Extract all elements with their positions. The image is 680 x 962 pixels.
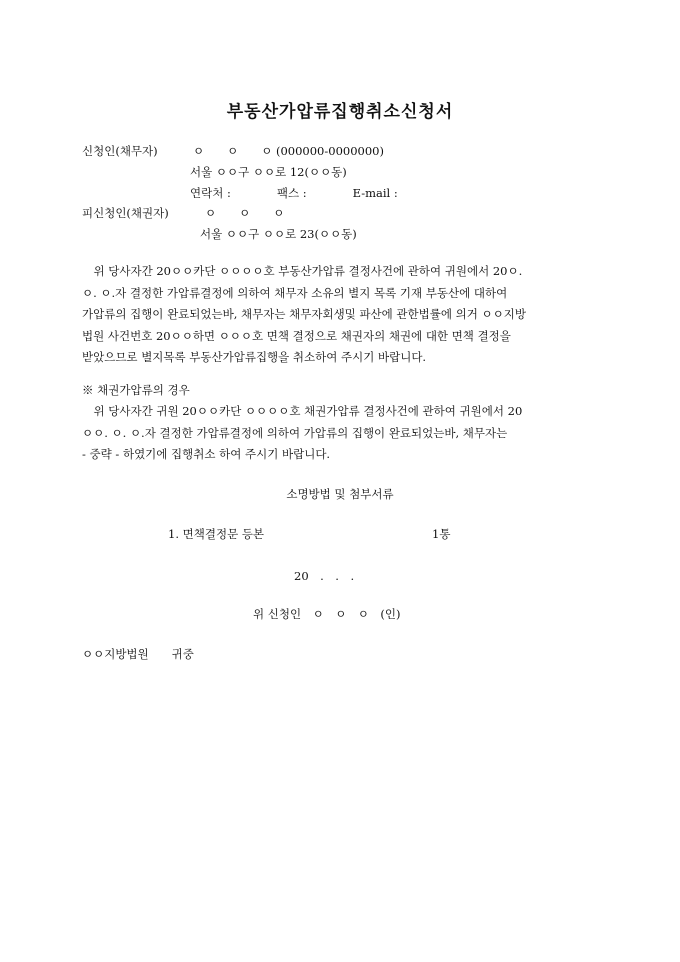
respondent-name: ㅇ ㅇ ㅇ [205,206,285,220]
request-body-line: 법원 사건번호 20ㅇㅇ하면 ㅇㅇㅇ호 면책 결정으로 채권자의 채권에 대한 면책 결정을 [82,328,511,343]
date-line: 20 . . . [294,569,355,583]
request-body-line: 위 당사자간 20ㅇㅇ카단 ㅇㅇㅇㅇ호 부동산가압류 결정사건에 관하여 귀원에서 20ㅇ. [82,264,523,278]
applicant-contact: 연락처 : 팩스 : E-mail : [190,186,398,200]
request-body [82,261,602,369]
court-recipient: ㅇㅇ지방법원 귀중 [82,647,194,661]
request-body-line: ㅇ. ㅇ.자 결정한 가압류결정에 의하여 채무자 소유의 별지 목록 기재 부동산에 대하여 [82,285,508,300]
note-body-line: ㅇㅇ. ㅇ. ㅇ.자 결정한 가압류결정에 의하여 가압류의 집행이 완료되었는바, 채무자는 [82,425,508,440]
request-body-line: 가압류의 집행이 완료되었는바, 채무자는 채무자회생및 파산에 관한법률에 의거 ㅇㅇ지방 [82,307,526,321]
attachment-item-label: 1. 면책결정문 등본 [168,527,265,541]
note-body-line: - 중략 - 하였기에 집행취소 하여 주시기 바랍니다. [82,447,331,461]
request-body-line: 받았으므로 별지목록 부동산가압류집행을 취소하여 주시기 바랍니다. [82,350,427,364]
applicant-name: ㅇ ㅇ ㅇ (000000-0000000) [193,144,384,158]
signature-line: 위 신청인 ㅇ ㅇ ㅇ (인) [253,607,401,621]
applicant-label: 신청인(채무자) [82,144,158,158]
document-title: 부동산가압류집행취소신청서 [226,102,454,122]
respondent-label: 피신청인(채권자) [82,206,169,220]
respondent-address: 서울 ㅇㅇ구 ㅇㅇ로 23(ㅇㅇ동) [200,227,357,241]
note-body [82,401,602,466]
note-heading: ※ 채권가압류의 경우 [82,383,190,397]
attachment-item-count: 1통 [432,527,451,541]
applicant-address: 서울 ㅇㅇ구 ㅇㅇ로 12(ㅇㅇ동) [190,165,347,179]
note-body-line: 위 당사자간 귀원 20ㅇㅇ카단 ㅇㅇㅇㅇ호 채권가압류 결정사건에 관하여 귀원에서 20 [82,404,523,418]
attachments-heading: 소명방법 및 첨부서류 [286,487,394,501]
